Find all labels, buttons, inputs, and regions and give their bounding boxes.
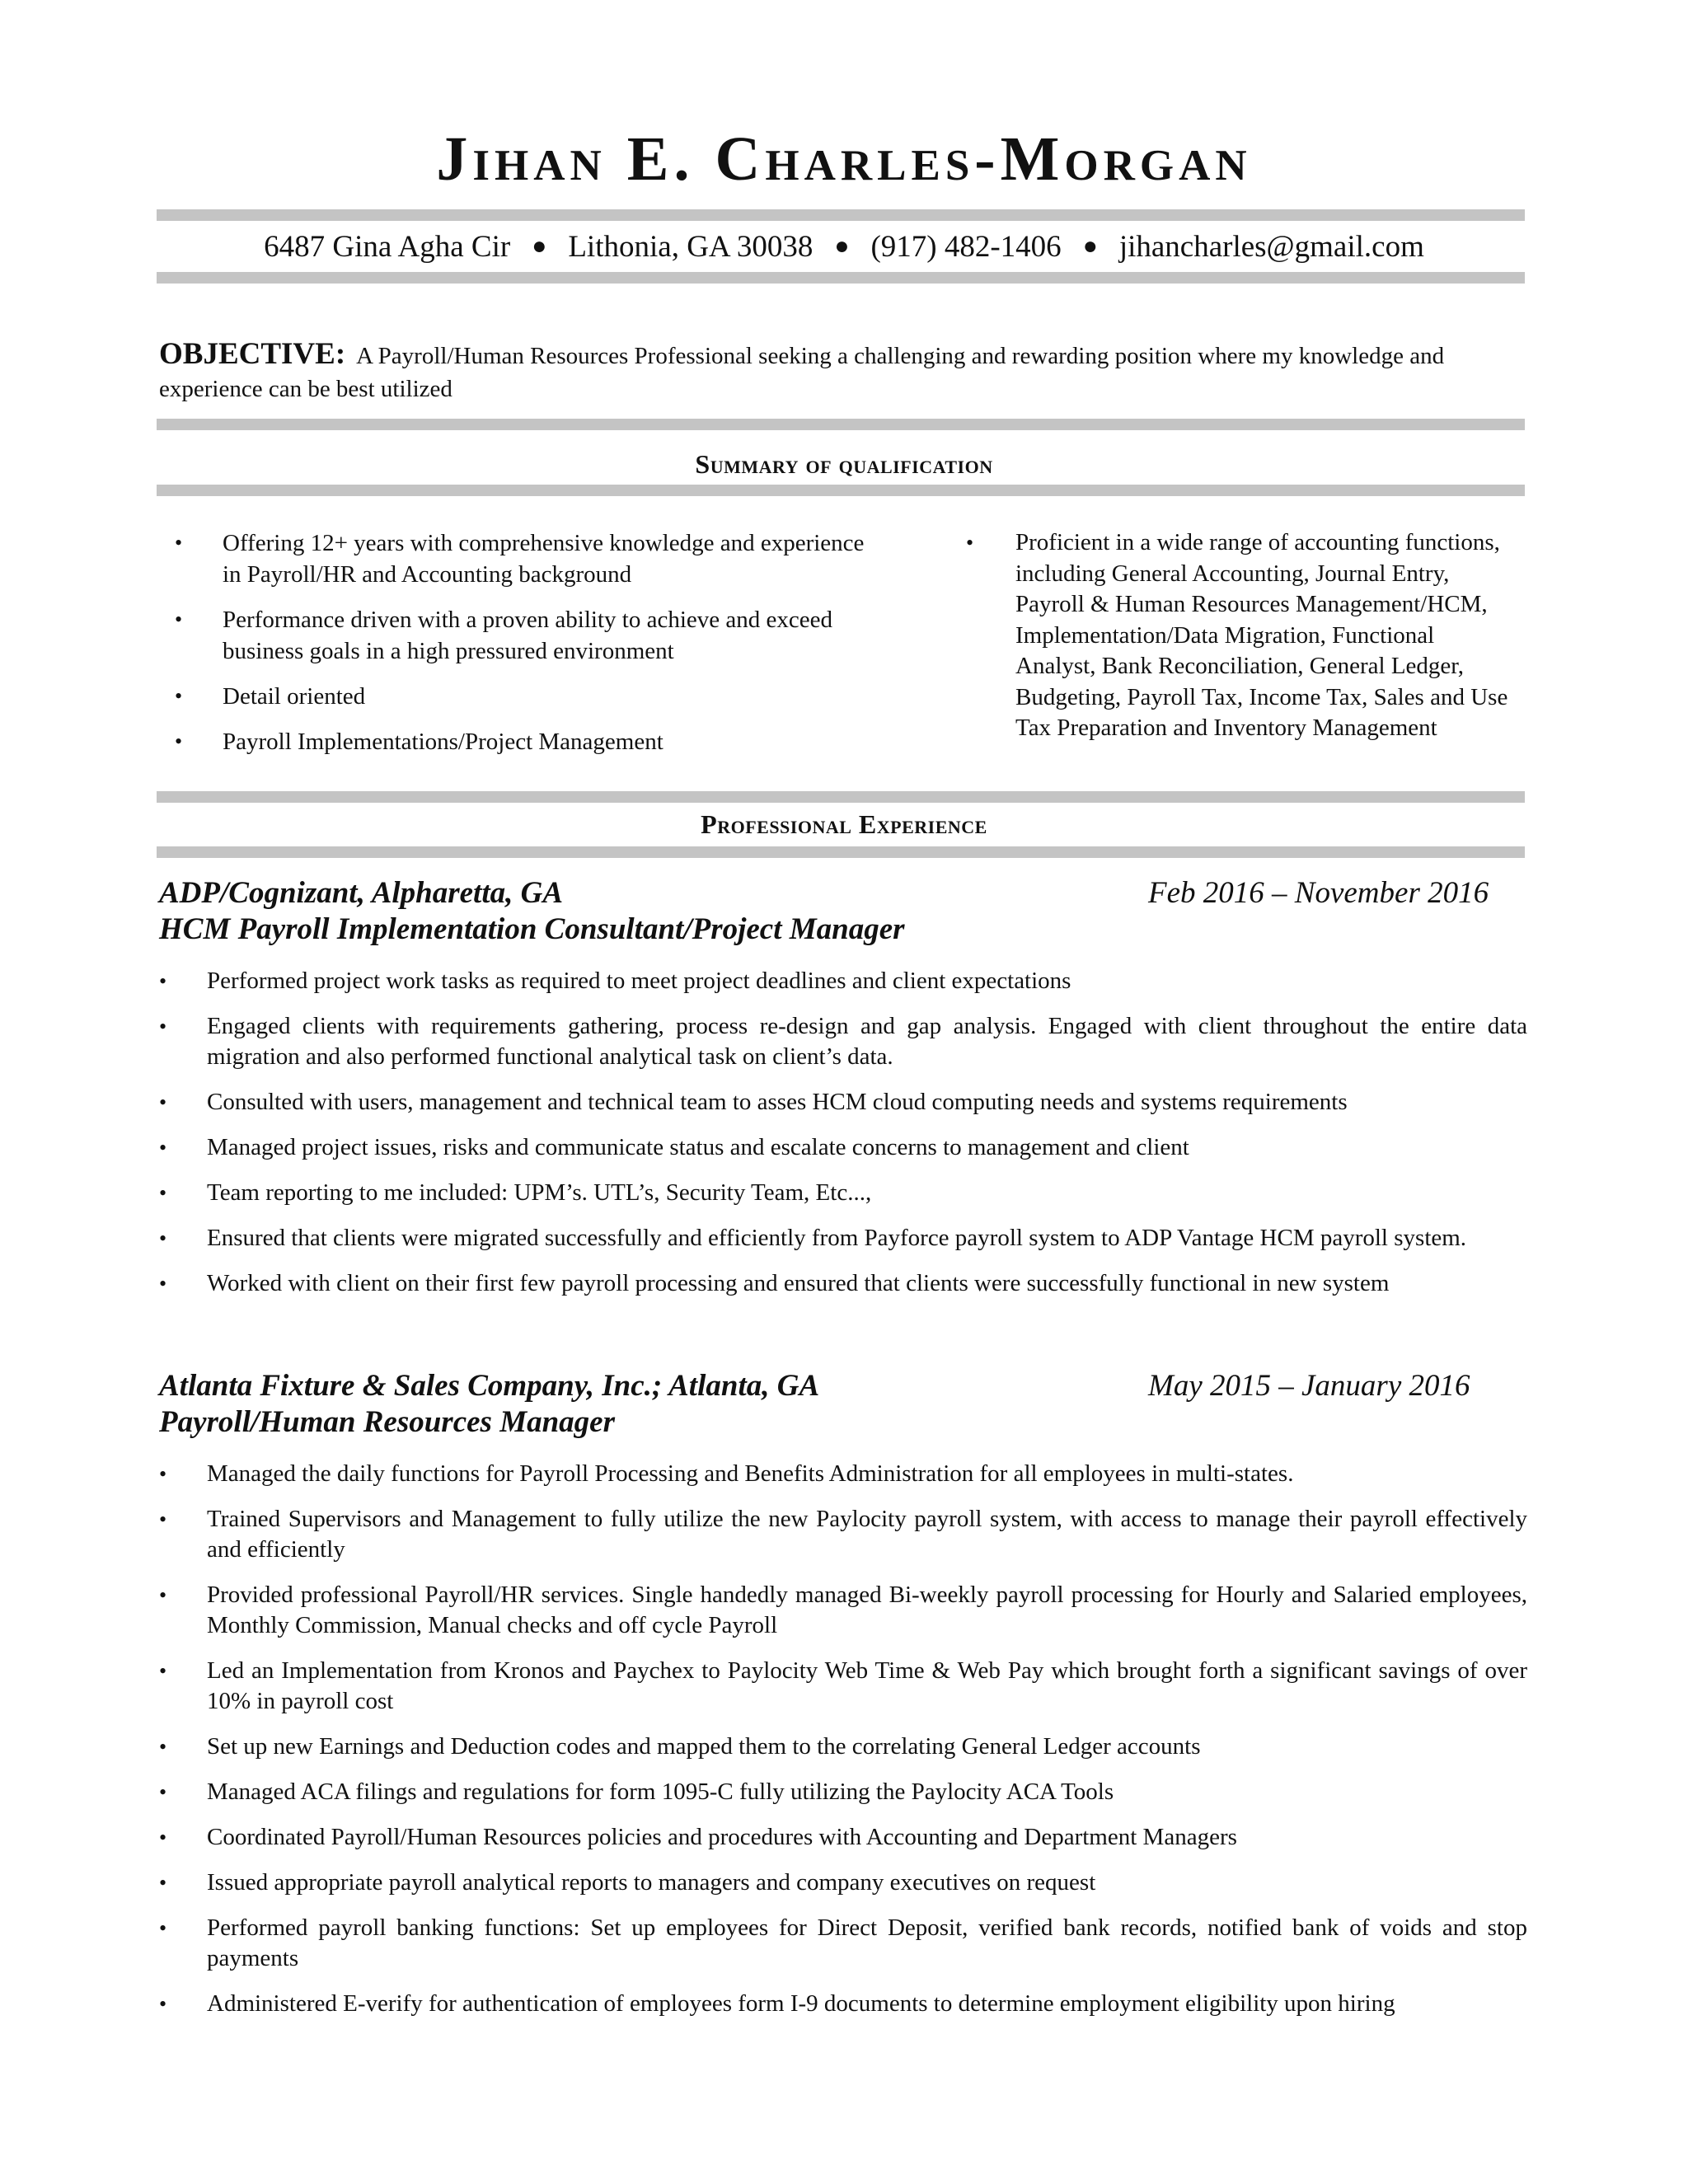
divider-rule xyxy=(157,791,1525,803)
bullet: • xyxy=(159,1992,167,2016)
list-item: • Payroll Implementations/Project Management xyxy=(175,726,884,757)
bullet: • xyxy=(159,1507,167,1531)
bullet: • xyxy=(159,1136,167,1160)
qualifications-right-list xyxy=(966,527,1510,744)
list-item: • Managed project issues, risks and communicate status and escalate concerns to management and client xyxy=(159,1132,1527,1163)
list-item: • Offering 12+ years with comprehensive knowledge and experience in Payroll/HR and Accounting background xyxy=(175,527,884,590)
bullet: • xyxy=(159,1462,167,1486)
contact-city: Lithonia, GA 30038 xyxy=(568,230,814,264)
job-header xyxy=(159,875,1494,948)
bullet: • xyxy=(159,969,167,993)
contact-address: 6487 Gina Agha Cir xyxy=(264,230,511,264)
bullet: • xyxy=(159,1871,167,1895)
job-header xyxy=(159,1368,1494,1441)
bullet: • xyxy=(159,1825,167,1849)
list-item: • Administered E-verify for authentication of employees form I-9 documents to determine employment eligibility upon hiring xyxy=(159,1989,1527,2019)
job-dates: May 2015 – January 2016 xyxy=(1148,1369,1470,1403)
list-item: • Consulted with users, management and technical team to asses HCM cloud computing needs and systems requirements xyxy=(159,1087,1527,1118)
divider-rule xyxy=(157,485,1525,496)
bullet: • xyxy=(966,531,974,555)
bullet: • xyxy=(159,1272,167,1296)
job-dates: Feb 2016 – November 2016 xyxy=(1148,876,1489,910)
list-item: • Coordinated Payroll/Human Resources policies and procedures with Accounting and Department Managers xyxy=(159,1822,1527,1853)
bullet: • xyxy=(159,1090,167,1114)
divider-rule xyxy=(157,846,1525,858)
list-item: • Worked with client on their first few payroll processing and ensured that clients were successfully functional in new system xyxy=(159,1268,1527,1299)
qualifications-heading: Summary of qualification xyxy=(695,449,993,479)
objective-text: A Payroll/Human Resources Professional seeking a challenging and rewarding position where my knowledge and experience can be best utilized xyxy=(159,343,1445,402)
list-item: • Set up new Earnings and Deduction codes and mapped them to the correlating General Ledger accounts xyxy=(159,1732,1527,1762)
separator-dot: ● xyxy=(532,232,547,260)
job-role: HCM Payroll Implementation Consultant/Project Manager xyxy=(159,912,905,946)
objective-label: OBJECTIVE xyxy=(159,337,335,371)
job-company: Atlanta Fixture & Sales Company, Inc.; Atlanta, GA xyxy=(159,1369,820,1403)
job-role: Payroll/Human Resources Manager xyxy=(159,1405,615,1439)
list-item: • Detail oriented xyxy=(175,681,884,712)
contact-phone: (917) 482-1406 xyxy=(870,230,1062,264)
separator-dot: ● xyxy=(834,232,850,260)
bullet: • xyxy=(159,1735,167,1759)
separator-dot: ● xyxy=(1082,232,1098,260)
list-item: • Team reporting to me included: UPM’s. UTL’s, Security Team, Etc..., xyxy=(159,1178,1527,1208)
list-item: • Performance driven with a proven ability to achieve and exceed business goals in a high pressured environment xyxy=(175,604,884,667)
job-bullet-list xyxy=(159,1459,1527,2034)
bullet: • xyxy=(175,729,183,753)
bullet: • xyxy=(159,1916,167,1940)
candidate-name: Jihan E. Charles-Morgan xyxy=(436,124,1252,194)
experience-heading: Professional Experience xyxy=(701,809,987,839)
divider-rule xyxy=(157,209,1525,221)
list-item: • Managed the daily functions for Payroll Processing and Benefits Administration for all employees in multi-states. xyxy=(159,1459,1527,1489)
bullet: • xyxy=(175,684,183,708)
bullet: • xyxy=(159,1659,167,1683)
bullet: • xyxy=(159,1015,167,1038)
list-item: • Issued appropriate payroll analytical reports to managers and company executives on request xyxy=(159,1868,1527,1898)
divider-rule xyxy=(157,272,1525,284)
bullet: • xyxy=(159,1780,167,1804)
list-item: • Performed project work tasks as required to meet project deadlines and client expectations xyxy=(159,966,1527,996)
bullet: • xyxy=(175,531,183,555)
list-item: • Engaged clients with requirements gathering, process re-design and gap analysis. Engaged with client throughout the entire data migration and also performed functional analytical task on client’s data. xyxy=(159,1013,1527,1070)
divider-rule xyxy=(157,419,1525,430)
contact-email: jihancharles@gmail.com xyxy=(1118,230,1424,264)
list-item: • Trained Supervisors and Management to fully utilize the new Paylocity payroll system, with access to manage their payroll effectively and efficiently xyxy=(159,1506,1527,1563)
job-bullet-list xyxy=(159,966,1527,1314)
list-item: • Performed payroll banking functions: Set up employees for Direct Deposit, verified bank records, notified bank of voids and stop payments xyxy=(159,1915,1527,1971)
bullet: • xyxy=(159,1583,167,1607)
list-item: • Provided professional Payroll/HR services. Single handedly managed Bi-weekly payroll processing for Hourly and Salaried employees, Monthly Commission, Manual checks and off cycle Payroll xyxy=(159,1582,1527,1638)
list-item: • Proficient in a wide range of accounting functions, including General Accounting, Journal Entry, Payroll & Human Resources Management/HCM, Implementation/Data Migration, Functional Analyst, Bank Reconciliation, General Ledger, Budgeting, Payroll Tax, Income Tax, Sales and Use Tax Preparation and Inventory Management xyxy=(966,529,1508,741)
contact-line xyxy=(0,229,1688,265)
qualifications-left-list xyxy=(175,527,884,771)
list-item: • Managed ACA filings and regulations for form 1095-C fully utilizing the Paylocity ACA Tools xyxy=(159,1777,1527,1807)
objective-section: OBJECTIVE: A Payroll/Human Resources Professional seeking a challenging and rewarding position where my knowledge and experience can be best utilized xyxy=(159,337,1445,402)
list-item: • Led an Implementation from Kronos and Paychex to Paylocity Web Time & Web Pay which brought forth a significant savings of over 10% in payroll cost xyxy=(159,1657,1527,1714)
bullet: • xyxy=(159,1181,167,1205)
bullet: • xyxy=(159,1226,167,1250)
bullet: • xyxy=(175,607,183,631)
job-company: ADP/Cognizant, Alpharetta, GA xyxy=(159,876,564,910)
list-item: • Ensured that clients were migrated successfully and efficiently from Payforce payroll system to ADP Vantage HCM payroll system. xyxy=(159,1223,1527,1254)
